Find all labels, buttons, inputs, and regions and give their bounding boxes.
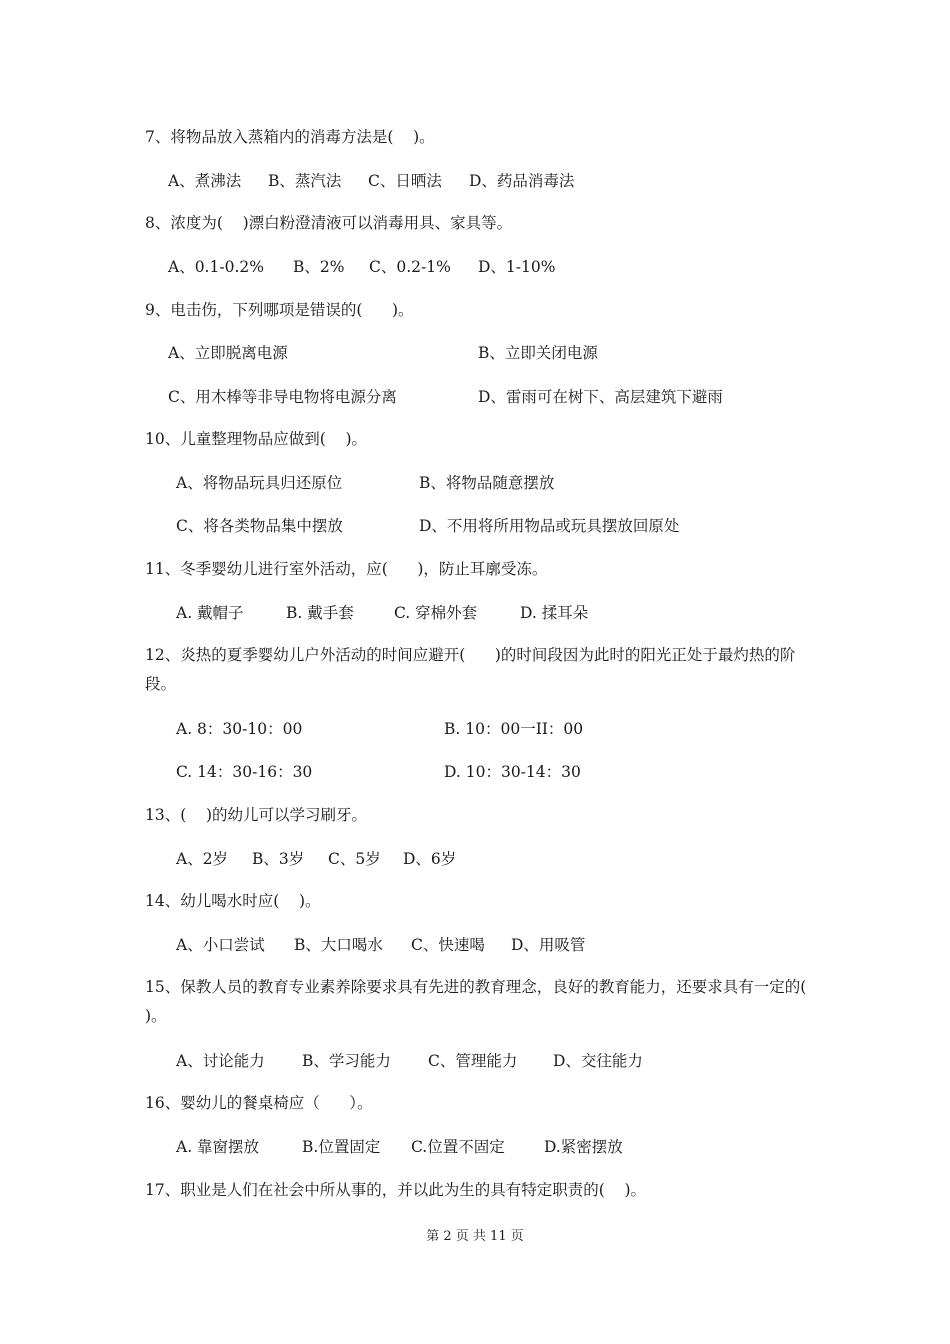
option-d: D、交往能力 (553, 1052, 643, 1070)
option-c: C、日晒法 (368, 172, 442, 190)
option-c: C. 穿棉外套 (394, 604, 478, 622)
option-c: C、将各类物品集中摆放 (176, 517, 343, 535)
option-d: D. 揉耳朵 (520, 604, 589, 622)
option-c: C.位置不固定 (411, 1138, 505, 1156)
option-a: A. 靠窗摆放 (176, 1138, 260, 1156)
question-8: 8、浓度为( )漂白粉澄清液可以消毒用具、家具等。 (145, 214, 513, 232)
question-17: 17、职业是人们在社会中所从事的，并以此为生的具有特定职责的( )。 (145, 1181, 647, 1199)
option-d: D、用吸管 (511, 936, 586, 954)
option-a: A. 8：30-10：00 (176, 720, 303, 738)
option-c: C、0.2-1% (369, 258, 451, 276)
question-10: 10、儿童整理物品应做到( )。 (145, 430, 368, 448)
option-d: D、雷雨可在树下、高层建筑下避雨 (478, 388, 723, 406)
question-16: 16、婴幼儿的餐桌椅应（ ）。 (145, 1094, 373, 1112)
option-d: D、1-10% (478, 258, 556, 276)
question-14: 14、幼儿喝水时应( )。 (145, 892, 321, 910)
option-d: D. 10：30-14：30 (444, 763, 581, 781)
question-12: 12、炎热的夏季婴幼儿户外活动的时间应避开( )的时间段因为此时的阳光正处于最灼热的阶段。 (145, 646, 796, 693)
option-b: B、学习能力 (302, 1052, 391, 1070)
option-a: A、小口尝试 (176, 936, 265, 954)
option-d: D、药品消毒法 (469, 172, 575, 190)
page-footer: 第 2 页 共 11 页 (426, 1229, 524, 1244)
option-b: B、2% (293, 258, 345, 276)
question-11: 11、冬季婴幼儿进行室外活动，应( )，防止耳廓受冻。 (145, 560, 548, 578)
option-d: D、6岁 (403, 850, 457, 868)
option-a: A. 戴帽子 (176, 604, 244, 622)
option-c: C、管理能力 (428, 1052, 518, 1070)
option-c: C、快速喝 (411, 936, 485, 954)
option-a: A、讨论能力 (176, 1052, 265, 1070)
option-b: B. 10：00一II：00 (444, 720, 584, 738)
question-9: 9、电击伤，下列哪项是错误的( )。 (145, 301, 414, 319)
question-7: 7、将物品放入蒸箱内的消毒方法是( )。 (145, 128, 435, 146)
option-b: B.位置固定 (302, 1138, 381, 1156)
option-b: B、将物品随意摆放 (419, 474, 555, 492)
option-d: D.紧密摆放 (544, 1138, 623, 1156)
option-b: B. 戴手套 (286, 604, 354, 622)
option-c: C、用木棒等非导电物将电源分离 (168, 388, 397, 406)
option-d: D、不用将所用物品或玩具摆放回原处 (419, 517, 680, 535)
option-a: A、将物品玩具归还原位 (176, 474, 343, 492)
option-a: A、煮沸法 (168, 172, 242, 190)
option-a: A、立即脱离电源 (168, 344, 288, 362)
option-a: A、0.1-0.2% (168, 258, 264, 276)
option-b: B、3岁 (252, 850, 305, 868)
option-b: B、蒸汽法 (268, 172, 342, 190)
question-15: 15、保教人员的教育专业素养除要求具有先进的教育理念，良好的教育能力，还要求具有一定的( )。 (145, 978, 831, 1025)
option-c: C、5岁 (328, 850, 381, 868)
option-b: B、大口喝水 (294, 936, 383, 954)
option-c: C. 14：30-16：30 (176, 763, 313, 781)
option-b: B、立即关闭电源 (478, 344, 598, 362)
option-a: A、2岁 (176, 850, 229, 868)
question-13: 13、( )的幼儿可以学习刷牙。 (145, 806, 368, 824)
